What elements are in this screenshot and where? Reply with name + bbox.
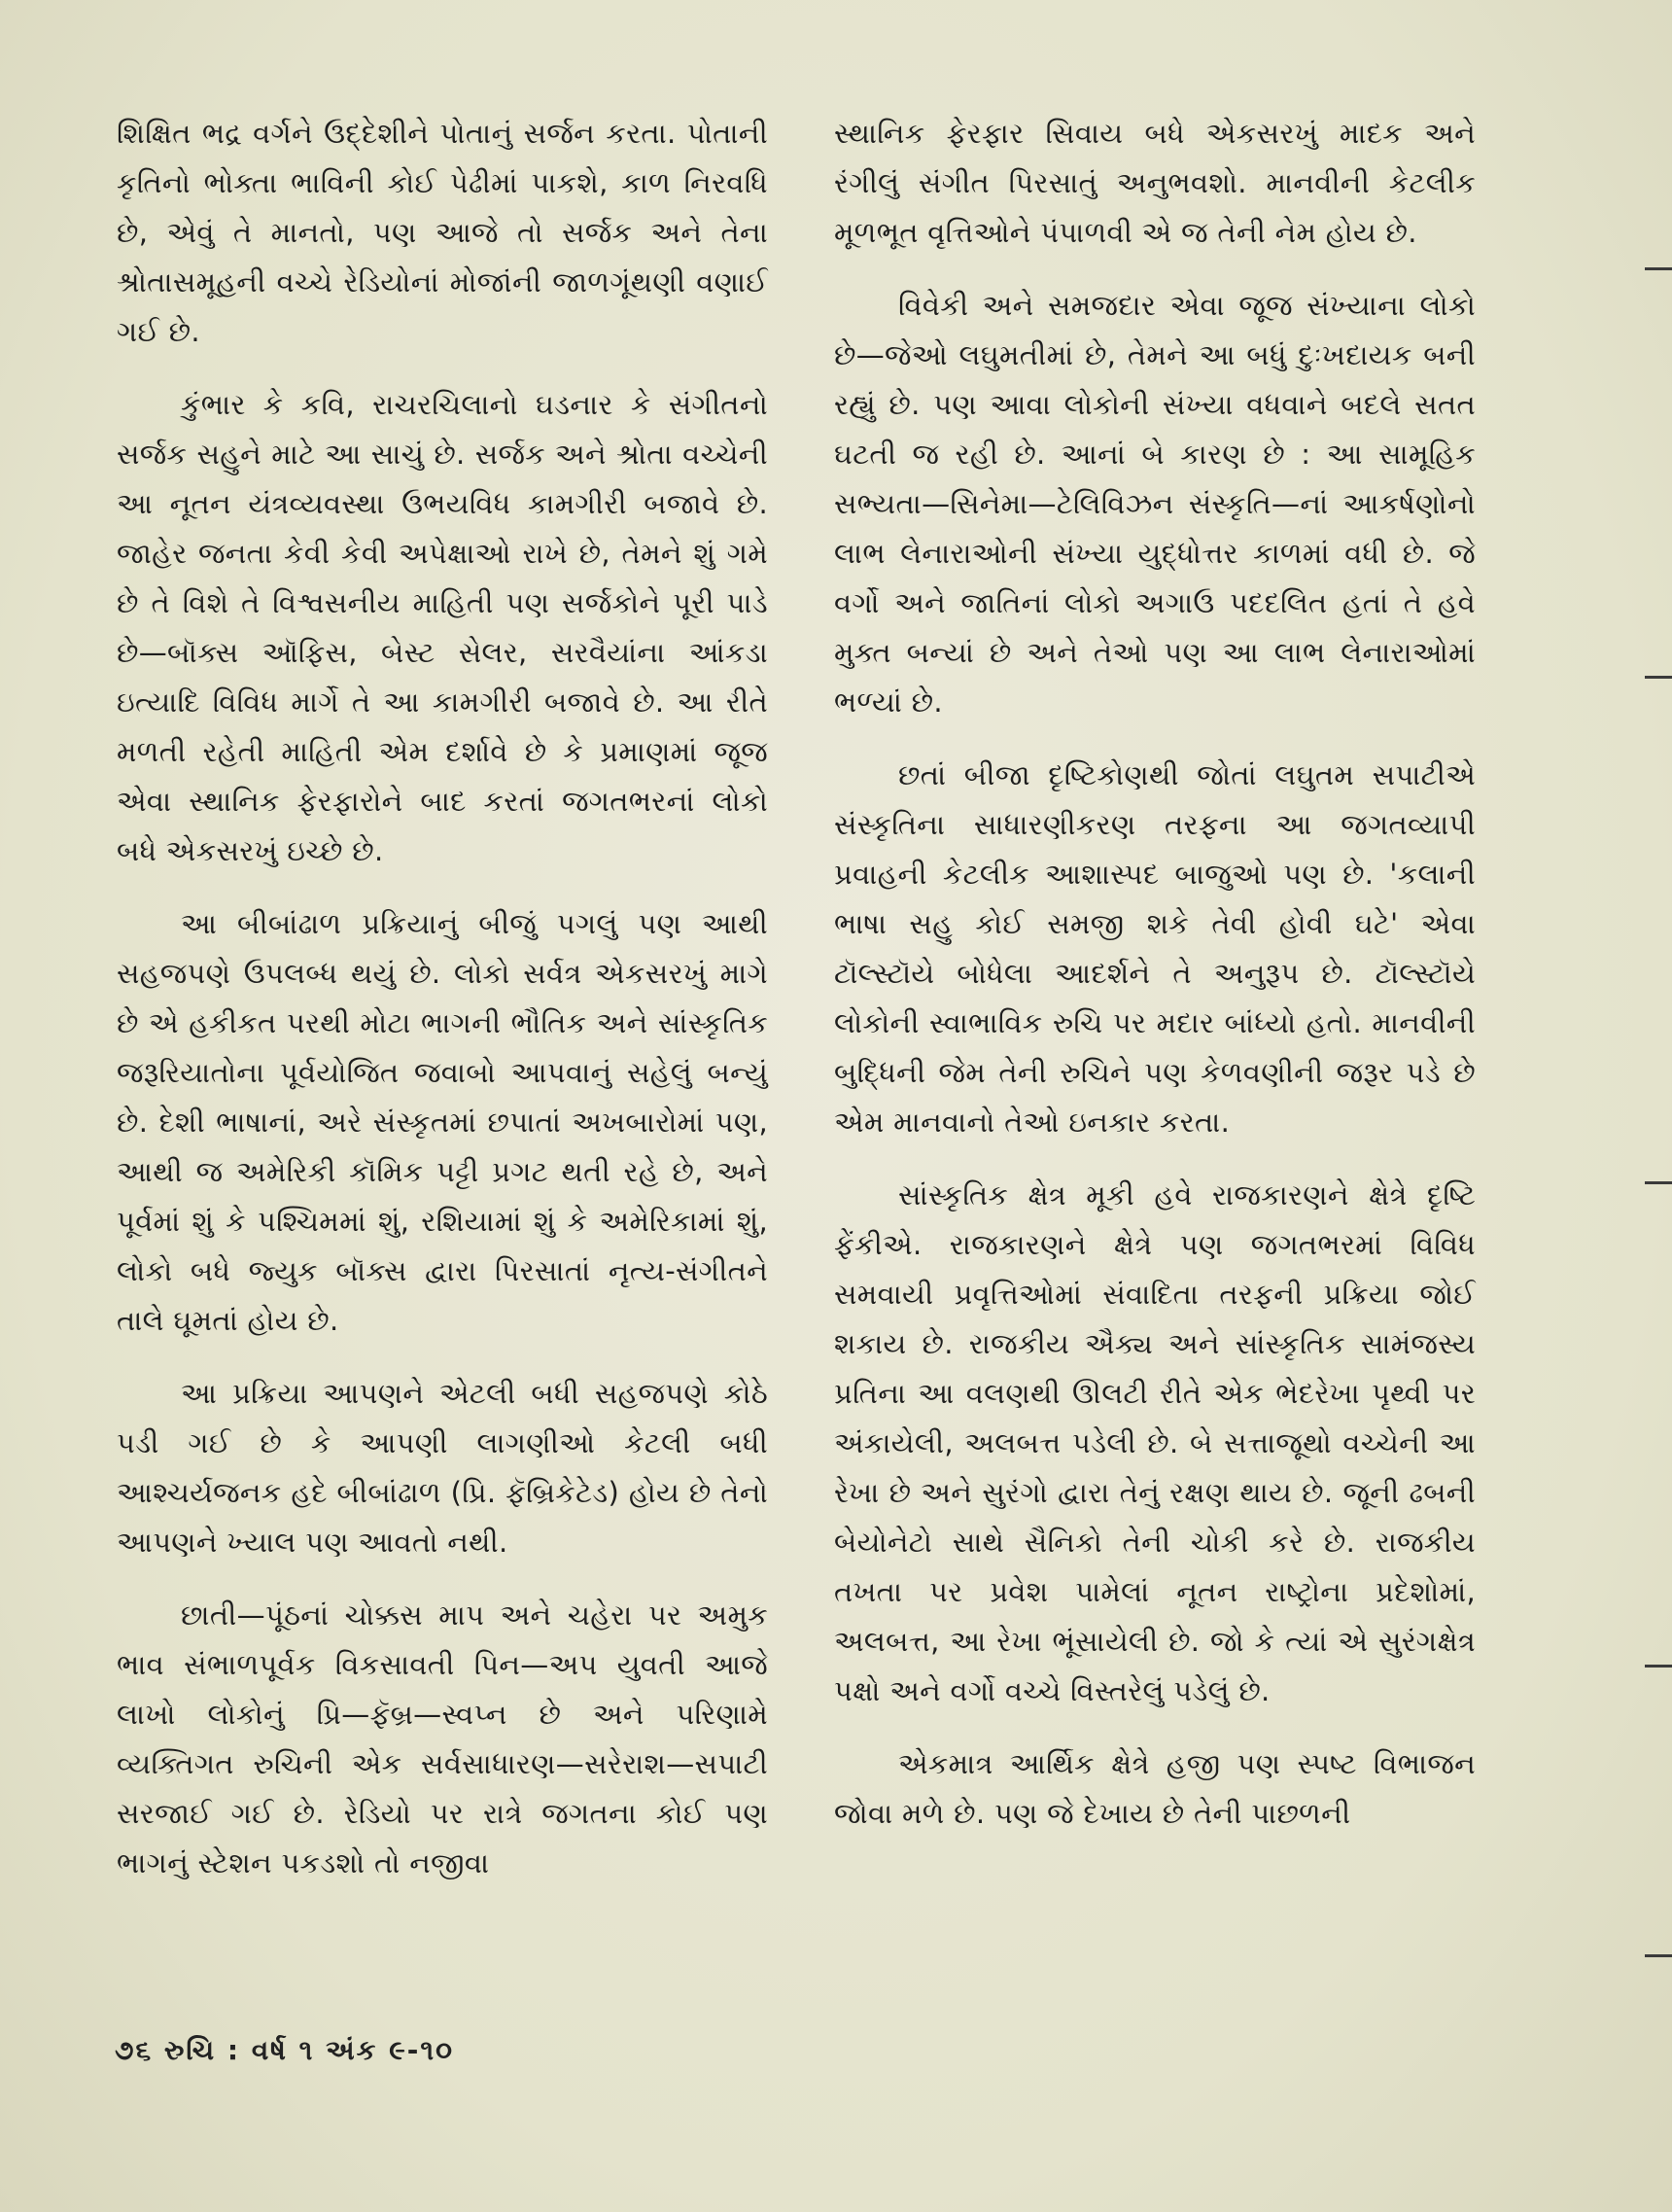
- edge-tick-mark: [1645, 267, 1672, 270]
- paragraph: સ્થાનિક ફેરફાર સિવાય બધે એકસરખું માદક અને રંગીલું સંગીત પિરસાતું અનુભવશો. માનવીની કેટલીક મૂળભૂત વૃત્તિઓને પંપાળવી એ જ તેની નેમ હોય છે.: [834, 117, 1476, 249]
- paragraph: છાતી—પૂંઠનાં ચોક્કસ માપ અને ચહેરા પર અમુક ભાવ સંભાળપૂર્વક વિકસાવતી પિન—અપ યુવતી આજે લાખો લોકોનું પ્રિ—ફૅબ્ર—સ્વપ્ન છે અને પરિણામે વ્યક્તિગત રુચિની એક સર્વસાધારણ—સરેરાશ—સપાટી સરજાઈ ગઈ છે. રેડિયો પર રાત્રે જગતના કોઈ પણ ભાગનું સ્ટેશન પકડશો તો નજીવા: [117, 1598, 768, 1879]
- paragraph: વિવેકી અને સમજદાર એવા જૂજ સંખ્યાના લોકો છે—જેઓ લઘુમતીમાં છે, તેમને આ બધું દુઃખદાયક બની રહ્યું છે. પણ આવા લોકોની સંખ્યા વધવાને બદલે સતત ઘટતી જ રહી છે. આનાં બે કારણ છે : આ સામૂહિક સભ્યતા—સિનેમા—ટેલિવિઝન સંસ્કૃતિ—નાં આકર્ષણોનો લાભ લેનારાઓની સંખ્યા યુદ્ધોત્તર કાળમાં વધી છે. જે વર્ગો અને જાતિનાં લોકો અગાઉ પદદલિત હતાં તે હવે મુક્ત બન્યાં છે અને તેઓ પણ આ લાભ લેનારાઓમાં ભળ્યાં છે.: [834, 289, 1476, 719]
- paragraph: સાંસ્કૃતિક ક્ષેત્ર મૂકી હવે રાજકારણને ક્ષેત્રે દૃષ્ટિ ફેંકીએ. રાજકારણને ક્ષેત્રે પણ જગતભરમાં વિવિધ સમવાયી પ્રવૃત્તિઓમાં સંવાદિતા તરફની પ્રક્રિયા જોઈ શકાય છે. રાજકીય ઐક્ય અને સાંસ્કૃતિક સામંજસ્ય પ્રતિના આ વલણથી ઊલટી રીતે એક ભેદરેખા પૃથ્વી પર અંકાયેલી, અલબત્ત પડેલી છે. બે સત્તાજૂથો વચ્ચેની આ રેખા છે અને સુરંગો દ્વારા તેનું રક્ષણ થાય છે. જૂની ઢબની બેયોનેટો સાથે સૈનિકો તેની ચોકી કરે છે. રાજકીય તખતા પર પ્રવેશ પામેલાં નૂતન રાષ્ટ્રોના પ્રદેશોમાં, અલબત્ત, આ રેખા ભૂંસાયેલી છે. જો કે ત્યાં એ સુરંગક્ષેત્ર પક્ષો અને વર્ગો વચ્ચે વિસ્તરેલું પડેલું છે.: [834, 1178, 1476, 1707]
- paragraph: એકમાત્ર આર્થિક ક્ષેત્રે હજી પણ સ્પષ્ટ વિભાજન જોવા મળે છે. પણ જે દેખાય છે તેની પાછળની: [834, 1747, 1476, 1830]
- edge-tick-mark: [1645, 676, 1672, 679]
- paragraph: આ પ્રક્રિયા આપણને એટલી બધી સહજપણે કોઠે પડી ગઈ છે કે આપણી લાગણીઓ કેટલી બધી આશ્ચર્યજનક હદે બીબાંઢાળ (પ્રિ. ફૅબ્રિકેટેડ) હોય છે તેનો આપણને ખ્યાલ પણ આવતો નથી.: [117, 1377, 768, 1559]
- page-footer: ૭૬ રુચિ : વર્ષ ૧ અંક ૯-૧૦: [115, 2034, 454, 2066]
- paragraph: શિક્ષિત ભદ્ર વર્ગને ઉદ્દેશીને પોતાનું સર્જન કરતા. પોતાની કૃતિનો ભોક્તા ભાવિની કોઈ પેઢીમાં પાકશે, કાળ નિરવધિ છે, એવું તે માનતો, પણ આજે તો સર્જક અને તેના શ્રોતાસમૂહની વચ્ચે રેડિયોનાં મોજાંની જાળગૂંથણી વણાઈ ગઈ છે.: [117, 117, 768, 348]
- paragraph: કુંભાર કે કવિ, રાચરચિલાનો ઘડનાર કે સંગીતનો સર્જક સહુને માટે આ સાચું છે. સર્જક અને શ્રોતા વચ્ચેની આ નૂતન યંત્રવ્યવસ્થા ઉભયવિધ કામગીરી બજાવે છે. જાહેર જનતા કેવી કેવી અપેક્ષાઓ રાખે છે, તેમને શું ગમે છે તે વિશે તે વિશ્વસનીય માહિતી પણ સર્જકોને પૂરી પાડે છે—બૉક્સ ઑફિસ, બેસ્ટ સેલર, સરવૈયાંના આંકડા ઇત્યાદિ વિવિધ માર્ગે તે આ કામગીરી બજાવે છે. આ રીતે મળતી રહેતી માહિતી એમ દર્શાવે છે કે પ્રમાણમાં જૂજ એવા સ્થાનિક ફેરફારોને બાદ કરતાં જગતભરનાં લોકો બધે એકસરખું ઇચ્છે છે.: [117, 388, 768, 867]
- edge-tick-mark: [1645, 1954, 1672, 1957]
- paragraph: આ બીબાંઢાળ પ્રક્રિયાનું બીજું પગલું પણ આથી સહજપણે ઉપલબ્ધ થયું છે. લોકો સર્વત્ર એકસરખું માગે છે એ હકીકત પરથી મોટા ભાગની ભૌતિક અને સાંસ્કૃતિક જરૂરિયાતોના પૂર્વયોજિત જવાબો આપવાનું સહેલું બન્યું છે. દેશી ભાષાનાં, અરે સંસ્કૃતમાં છપાતાં અખબારોમાં પણ, આથી જ અમેરિકી કૉમિક પટ્ટી પ્રગટ થતી રહે છે, અને પૂર્વમાં શું કે પશ્ચિમમાં શું, રશિયામાં શું કે અમેરિકામાં શું, લોકો બધે જ્યુક બૉક્સ દ્વારા પિરસાતાં નૃત્ય-સંગીતને તાલે ઘૂમતાં હોય છે.: [117, 907, 768, 1337]
- paragraph: છતાં બીજા દૃષ્ટિકોણથી જોતાં લઘુતમ સપાટીએ સંસ્કૃતિના સાધારણીકરણ તરફના આ જગતવ્યાપી પ્રવાહની કેટલીક આશાસ્પદ બાજુઓ પણ છે. 'કલાની ભાષા સહુ કોઈ સમજી શકે તેવી હોવી ઘટે' એવા ટૉલ્સ્ટૉયે બોધેલા આદર્શને તે અનુરૂપ છે. ટૉલ્સ્ટૉયે લોકોની સ્વાભાવિક રુચિ પર મદાર બાંધ્યો હતો. માનવીની બુદ્ધિની જેમ તેની રુચિને પણ કેળવણીની જરૂર પડે છે એમ માનવાનો તેઓ ઇનકાર કરતા.: [834, 758, 1476, 1139]
- edge-tick-mark: [1645, 1665, 1672, 1668]
- left-text-column: [117, 109, 768, 1912]
- right-text-column: [834, 109, 1476, 1862]
- edge-tick-mark: [1645, 1181, 1672, 1184]
